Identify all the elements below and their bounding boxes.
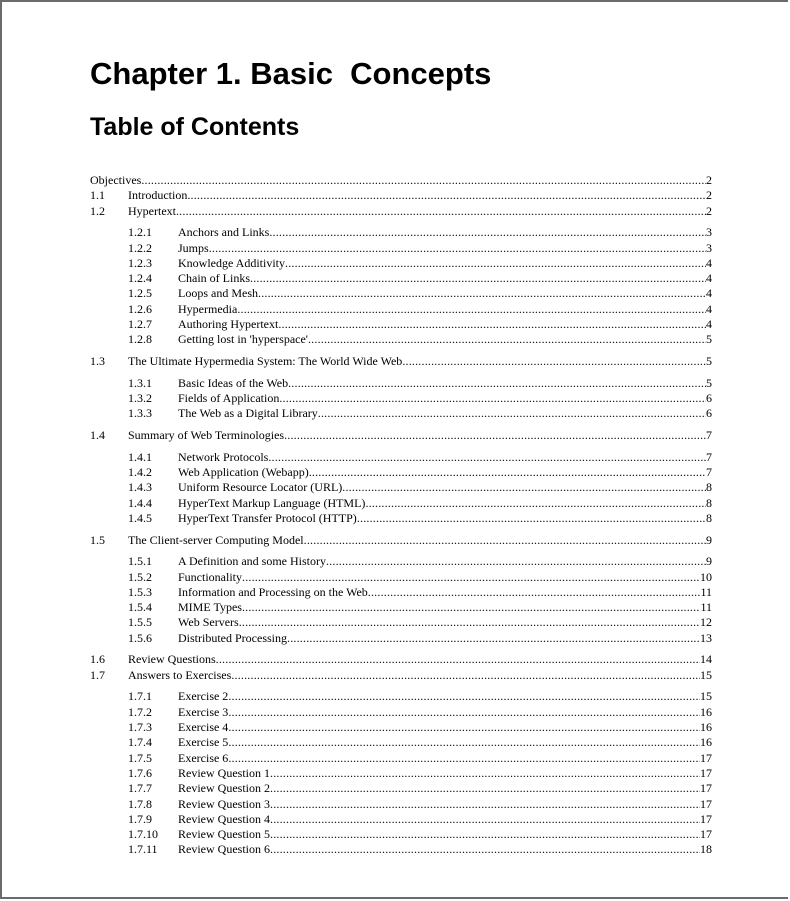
dot-leader bbox=[258, 286, 706, 301]
toc-entry[interactable] bbox=[90, 480, 712, 495]
toc-entry-leader bbox=[178, 406, 712, 421]
dot-leader bbox=[270, 797, 700, 812]
toc-entry-page-number: 13 bbox=[700, 630, 712, 645]
toc-entry-label: Anchors and Links bbox=[178, 225, 270, 240]
toc-entry[interactable] bbox=[90, 720, 712, 735]
toc-entry[interactable] bbox=[90, 797, 712, 812]
toc-entry-page-number: 6 bbox=[706, 406, 712, 421]
dot-leader bbox=[176, 204, 706, 219]
toc-entry-leader bbox=[178, 781, 712, 796]
dot-leader bbox=[216, 652, 700, 667]
toc-entry-number: 1.4 bbox=[90, 428, 105, 443]
toc-entry-label: Exercise 3 bbox=[178, 704, 229, 719]
toc-entry-page-number: 4 bbox=[706, 301, 712, 316]
dot-leader bbox=[270, 766, 700, 781]
toc-entry-page-number: 8 bbox=[706, 510, 712, 525]
toc-entry[interactable] bbox=[90, 652, 712, 667]
dot-leader bbox=[318, 406, 706, 421]
toc-entry-page-number: 11 bbox=[700, 600, 712, 615]
toc-entry-page-number: 9 bbox=[706, 532, 712, 547]
toc-entry-number: 1.7.4 bbox=[128, 735, 152, 750]
toc-entry[interactable] bbox=[90, 600, 712, 615]
toc-entry-number: 1.1 bbox=[90, 188, 105, 203]
toc-entry-page-number: 2 bbox=[706, 173, 712, 187]
dot-leader bbox=[342, 480, 706, 495]
dot-leader bbox=[309, 465, 706, 480]
dot-leader bbox=[308, 332, 706, 347]
toc-entry-page-number: 8 bbox=[706, 495, 712, 510]
toc-entry-leader bbox=[178, 302, 712, 317]
toc-entry-number: 1.4.5 bbox=[128, 510, 152, 525]
toc-entry-leader bbox=[178, 286, 712, 301]
toc-entry-leader bbox=[178, 720, 712, 735]
toc-entry-number: 1.7 bbox=[90, 667, 105, 682]
dot-leader bbox=[365, 496, 706, 511]
toc-entry-label: Hypertext bbox=[128, 203, 176, 218]
toc-entry-leader bbox=[178, 600, 712, 615]
toc-entry-number: 1.7.10 bbox=[128, 827, 158, 842]
toc-entry-leader bbox=[178, 797, 712, 812]
toc-entry-number: 1.2.3 bbox=[128, 255, 152, 270]
toc-entry-leader bbox=[178, 842, 712, 857]
toc-entry-label: The Client-server Computing Model bbox=[128, 532, 304, 547]
toc-entry-number: 1.5 bbox=[90, 532, 105, 547]
toc-entry-leader bbox=[128, 354, 712, 369]
toc-entry[interactable] bbox=[90, 735, 712, 750]
dot-leader bbox=[228, 751, 700, 766]
toc-entry-number: 1.4.3 bbox=[128, 480, 152, 495]
toc-entry-leader bbox=[178, 812, 712, 827]
toc-entry-page-number: 2 bbox=[706, 188, 712, 203]
toc-entry-label: Exercise 6 bbox=[178, 750, 229, 765]
toc-entry[interactable] bbox=[90, 317, 712, 332]
toc-entry-label: Network Protocols bbox=[178, 449, 269, 464]
toc-entry-label: HyperText Markup Language (HTML) bbox=[178, 495, 366, 510]
dot-leader bbox=[141, 173, 706, 188]
toc-entry[interactable] bbox=[90, 496, 712, 511]
toc-entry[interactable] bbox=[90, 465, 712, 480]
toc-entry-label: Review Questions bbox=[128, 652, 216, 667]
toc-entry-leader bbox=[178, 241, 712, 256]
toc-entry-label: The Ultimate Hypermedia System: The World Wide Web bbox=[128, 354, 403, 369]
toc-entry-label: Getting lost in 'hyperspace' bbox=[178, 332, 308, 347]
dot-leader bbox=[231, 668, 700, 683]
toc-entry-label: Review Question 6 bbox=[178, 842, 270, 857]
dot-leader bbox=[250, 271, 706, 286]
toc-entry-page-number: 5 bbox=[706, 354, 712, 369]
toc-entry-label: Loops and Mesh bbox=[178, 286, 258, 301]
toc-entry-label: Fields of Application bbox=[178, 391, 280, 406]
toc-entry[interactable] bbox=[90, 585, 712, 600]
toc-entry-page-number: 16 bbox=[700, 704, 712, 719]
toc-entry-label: Review Question 1 bbox=[178, 765, 270, 780]
toc-entry-number: 1.5.1 bbox=[128, 554, 152, 569]
toc-entry-page-number: 4 bbox=[706, 271, 712, 286]
toc-entry[interactable] bbox=[90, 827, 712, 842]
toc-entry[interactable] bbox=[90, 225, 712, 240]
toc-entry-page-number: 4 bbox=[706, 286, 712, 301]
toc-entry-page-number: 15 bbox=[700, 689, 712, 704]
dot-leader bbox=[278, 317, 706, 332]
toc-entry[interactable] bbox=[90, 256, 712, 271]
toc-entry-page-number: 17 bbox=[700, 811, 712, 826]
toc-entry-leader bbox=[128, 668, 712, 683]
toc-entry-number: 1.7.5 bbox=[128, 750, 152, 765]
toc-entry-number: 1.7.8 bbox=[128, 796, 152, 811]
dot-leader bbox=[268, 450, 706, 465]
toc-entry-leader bbox=[178, 496, 712, 511]
toc-entry[interactable] bbox=[90, 631, 712, 646]
toc-entry[interactable] bbox=[90, 812, 712, 827]
toc-entry[interactable] bbox=[90, 188, 712, 203]
toc-entry[interactable] bbox=[90, 302, 712, 317]
toc-entry-number: 1.7.11 bbox=[128, 842, 158, 857]
toc-entry-page-number: 18 bbox=[700, 842, 712, 857]
toc-entry-leader bbox=[128, 652, 712, 667]
toc-entry-label: Review Question 5 bbox=[178, 827, 270, 842]
toc-entry[interactable] bbox=[90, 391, 712, 406]
toc-entry-leader bbox=[178, 376, 712, 391]
toc-entry-leader bbox=[128, 533, 712, 548]
toc-entry[interactable] bbox=[90, 376, 712, 391]
dot-leader bbox=[284, 428, 706, 443]
toc-entry-label: Uniform Resource Locator (URL) bbox=[178, 480, 343, 495]
toc-entry[interactable] bbox=[90, 406, 712, 421]
dot-leader bbox=[368, 585, 701, 600]
toc-entry-leader bbox=[178, 391, 712, 406]
toc-entry-number: 1.7.1 bbox=[128, 689, 152, 704]
toc-entry-leader bbox=[178, 631, 712, 646]
toc-entry-leader bbox=[178, 827, 712, 842]
toc-entry-page-number: 7 bbox=[706, 465, 712, 479]
toc-entry[interactable] bbox=[90, 615, 712, 630]
toc-entry-leader bbox=[178, 511, 712, 526]
toc-entry-page-number: 6 bbox=[706, 391, 712, 406]
toc-entry-number: 1.2.5 bbox=[128, 286, 152, 301]
toc-entry-number: 1.7.7 bbox=[128, 781, 152, 796]
toc-entry-number: 1.5.3 bbox=[128, 584, 152, 599]
toc-entry-number: 1.3 bbox=[90, 354, 105, 369]
toc-entry-leader bbox=[178, 317, 712, 332]
toc-entry-label: Distributed Processing bbox=[178, 630, 287, 645]
toc-entry-leader bbox=[178, 554, 712, 569]
toc-entry-leader bbox=[178, 751, 712, 766]
toc-entry-leader bbox=[178, 615, 712, 630]
toc-entry-label: Authoring Hypertext bbox=[178, 317, 279, 332]
toc-entry[interactable] bbox=[90, 241, 712, 256]
toc-entry-leader bbox=[178, 225, 712, 240]
dot-leader bbox=[279, 391, 706, 406]
dot-leader bbox=[270, 842, 700, 857]
toc-entry-number: 1.5.2 bbox=[128, 569, 152, 584]
dot-leader bbox=[242, 600, 701, 615]
toc-entry-page-number: 11 bbox=[700, 584, 712, 599]
table-of-contents bbox=[90, 173, 712, 858]
toc-entry-page-number: 14 bbox=[700, 652, 712, 667]
toc-entry-page-number: 8 bbox=[706, 480, 712, 495]
toc-entry-label: A Definition and some History bbox=[178, 554, 326, 569]
toc-entry-number: 1.2.6 bbox=[128, 301, 152, 316]
toc-entry-label: HyperText Transfer Protocol (HTTP) bbox=[178, 510, 357, 525]
dot-leader bbox=[304, 533, 706, 548]
toc-entry-label: Web Servers bbox=[178, 615, 239, 630]
toc-entry-number: 1.3.2 bbox=[128, 391, 152, 406]
toc-entry-number: 1.5.6 bbox=[128, 630, 152, 645]
toc-entry[interactable] bbox=[90, 570, 712, 585]
toc-entry-page-number: 3 bbox=[706, 240, 712, 255]
toc-entry-label: Review Question 2 bbox=[178, 781, 270, 796]
toc-entry-number: 1.5.5 bbox=[128, 615, 152, 630]
toc-entry-label: Jumps bbox=[178, 240, 209, 255]
toc-entry-page-number: 17 bbox=[700, 827, 712, 842]
dot-leader bbox=[402, 354, 706, 369]
toc-entry-leader bbox=[178, 465, 712, 480]
toc-entry-leader bbox=[178, 332, 712, 347]
toc-entry-number: 1.2 bbox=[90, 203, 105, 218]
toc-entry-label: Summary of Web Terminologies bbox=[128, 428, 285, 443]
dot-leader bbox=[326, 554, 706, 569]
toc-entry-label: Knowledge Additivity bbox=[178, 255, 285, 270]
dot-leader bbox=[270, 781, 700, 796]
toc-entry-label: Exercise 5 bbox=[178, 735, 229, 750]
toc-entry-page-number: 17 bbox=[700, 765, 712, 780]
dot-leader bbox=[239, 615, 700, 630]
toc-entry-number: 1.2.8 bbox=[128, 332, 152, 347]
chapter-title: Chapter 1. Basic Concepts bbox=[90, 56, 492, 91]
toc-entry-page-number: 17 bbox=[700, 750, 712, 765]
toc-entry-page-number: 15 bbox=[700, 667, 712, 682]
toc-entry-number: 1.2.2 bbox=[128, 240, 152, 255]
dot-leader bbox=[187, 188, 706, 203]
toc-entry-number: 1.2.4 bbox=[128, 271, 152, 286]
toc-entry-page-number: 17 bbox=[700, 796, 712, 811]
toc-entry-leader bbox=[178, 585, 712, 600]
toc-entry-leader bbox=[178, 480, 712, 495]
toc-entry-number: 1.7.2 bbox=[128, 704, 152, 719]
dot-leader bbox=[242, 570, 700, 585]
toc-entry-label: MIME Types bbox=[178, 600, 242, 615]
toc-entry[interactable] bbox=[90, 428, 712, 443]
toc-entry[interactable] bbox=[90, 766, 712, 781]
toc-entry-page-number: 2 bbox=[706, 203, 712, 218]
toc-entry[interactable] bbox=[90, 450, 712, 465]
dot-leader bbox=[228, 705, 700, 720]
toc-entry[interactable] bbox=[90, 173, 712, 188]
toc-entry[interactable] bbox=[90, 705, 712, 720]
toc-entry-leader bbox=[128, 204, 712, 219]
toc-entry[interactable] bbox=[90, 511, 712, 526]
toc-entry-number: 1.7.3 bbox=[128, 720, 152, 735]
toc-entry-label: The Web as a Digital Library bbox=[178, 406, 318, 421]
toc-entry-number: 1.4.2 bbox=[128, 465, 152, 479]
toc-entry-label: Exercise 2 bbox=[178, 689, 229, 704]
toc-entry-leader bbox=[178, 689, 712, 704]
toc-entry-page-number: 12 bbox=[700, 615, 712, 630]
dot-leader bbox=[209, 241, 706, 256]
toc-entry-label: Hypermedia bbox=[178, 301, 238, 316]
toc-entry-leader bbox=[128, 428, 712, 443]
toc-entry-page-number: 7 bbox=[706, 428, 712, 443]
dot-leader bbox=[237, 302, 706, 317]
toc-entry[interactable] bbox=[90, 751, 712, 766]
toc-entry-label: Review Question 3 bbox=[178, 796, 270, 811]
toc-entry-page-number: 4 bbox=[706, 317, 712, 332]
toc-entry[interactable] bbox=[90, 204, 712, 219]
toc-entry-number: 1.6 bbox=[90, 652, 105, 667]
toc-entry-label: Information and Processing on the Web bbox=[178, 584, 368, 599]
toc-entry[interactable] bbox=[90, 271, 712, 286]
toc-entry-label: Review Question 4 bbox=[178, 811, 270, 826]
toc-entry[interactable] bbox=[90, 668, 712, 683]
toc-entry-leader bbox=[128, 188, 712, 203]
toc-entry[interactable] bbox=[90, 781, 712, 796]
toc-heading: Table of Contents bbox=[90, 113, 300, 141]
toc-entry-leader bbox=[90, 173, 712, 188]
toc-entry[interactable] bbox=[90, 354, 712, 369]
toc-entry-number: 1.5.4 bbox=[128, 600, 152, 615]
toc-entry-page-number: 5 bbox=[706, 332, 712, 347]
toc-entry-label: Chain of Links bbox=[178, 271, 250, 286]
toc-entry-page-number: 9 bbox=[706, 554, 712, 569]
toc-entry-leader bbox=[178, 766, 712, 781]
toc-entry-label: Exercise 4 bbox=[178, 720, 229, 735]
dot-leader bbox=[357, 511, 706, 526]
toc-entry-page-number: 10 bbox=[700, 569, 712, 584]
toc-entry-page-number: 4 bbox=[706, 255, 712, 270]
toc-entry-page-number: 3 bbox=[706, 225, 712, 240]
toc-entry[interactable] bbox=[90, 533, 712, 548]
toc-entry-leader bbox=[178, 705, 712, 720]
dot-leader bbox=[270, 812, 700, 827]
toc-entry-leader bbox=[178, 450, 712, 465]
toc-entry[interactable] bbox=[90, 286, 712, 301]
toc-entry-leader bbox=[178, 271, 712, 286]
toc-entry-page-number: 16 bbox=[700, 735, 712, 750]
toc-entry-number: 1.2.7 bbox=[128, 317, 152, 332]
dot-leader bbox=[228, 720, 700, 735]
toc-entry[interactable] bbox=[90, 689, 712, 704]
toc-entry-label: Objectives bbox=[90, 173, 142, 187]
dot-leader bbox=[270, 827, 700, 842]
toc-entry-number: 1.4.4 bbox=[128, 495, 152, 510]
toc-entry-page-number: 5 bbox=[706, 375, 712, 390]
toc-entry-label: Web Application (Webapp) bbox=[178, 465, 309, 479]
dot-leader bbox=[287, 631, 700, 646]
toc-entry[interactable] bbox=[90, 554, 712, 569]
toc-entry-label: Answers to Exercises bbox=[128, 667, 232, 682]
toc-entry-leader bbox=[178, 256, 712, 271]
dot-leader bbox=[228, 689, 700, 704]
toc-entry-label: Basic Ideas of the Web bbox=[178, 375, 289, 390]
toc-entry-leader bbox=[178, 735, 712, 750]
toc-entry[interactable] bbox=[90, 332, 712, 347]
dot-leader bbox=[228, 735, 700, 750]
toc-entry-label: Introduction bbox=[128, 188, 188, 203]
dot-leader bbox=[285, 256, 706, 271]
toc-entry-number: 1.7.9 bbox=[128, 811, 152, 826]
toc-entry-page-number: 7 bbox=[706, 449, 712, 464]
toc-entry-number: 1.4.1 bbox=[128, 449, 152, 464]
toc-entry[interactable] bbox=[90, 842, 712, 857]
toc-entry-page-number: 16 bbox=[700, 720, 712, 735]
dot-leader bbox=[269, 225, 706, 240]
toc-entry-label: Functionality bbox=[178, 569, 242, 584]
toc-entry-page-number: 17 bbox=[700, 781, 712, 796]
toc-entry-number: 1.7.6 bbox=[128, 765, 152, 780]
toc-entry-number: 1.3.1 bbox=[128, 375, 152, 390]
toc-entry-number: 1.2.1 bbox=[128, 225, 152, 240]
toc-entry-leader bbox=[178, 570, 712, 585]
toc-entry-number: 1.3.3 bbox=[128, 406, 152, 421]
dot-leader bbox=[288, 376, 706, 391]
